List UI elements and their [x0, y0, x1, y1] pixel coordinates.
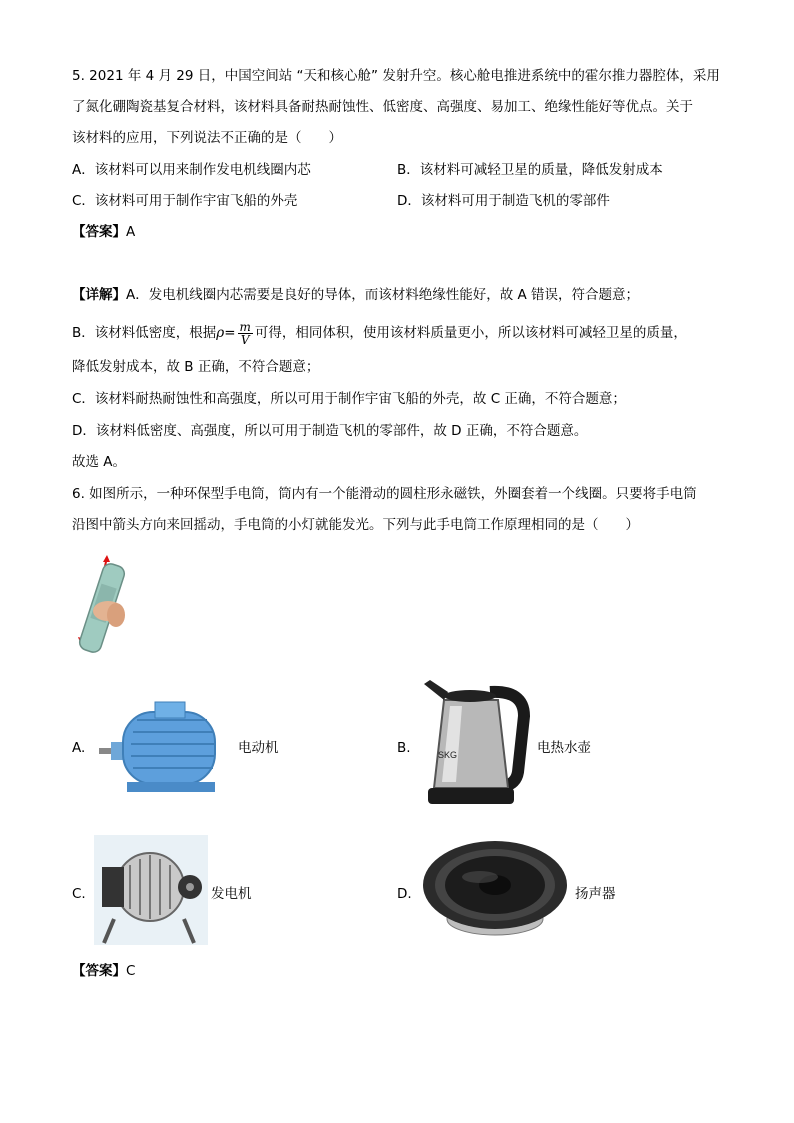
mass-volume-fraction: [238, 321, 253, 346]
q5-stem-line2: 了氮化硼陶瓷基复合材料，该材料具备耐热耐蚀性、低密度、高强度、易加工、绝缘性能好等优点。关于: [72, 99, 693, 115]
fraction-numerator: m: [239, 319, 251, 334]
q6-option-b-letter: B.: [397, 740, 411, 756]
q5-stem-line3: 该材料的应用，下列说法不正确的是（ ）: [72, 130, 342, 146]
generator-image: [94, 835, 208, 945]
answer-value: A: [126, 224, 136, 240]
q6-option-a-letter: A.: [72, 740, 86, 756]
kettle-lid: [444, 690, 496, 702]
motor-body: [123, 712, 215, 784]
kettle-base: [428, 788, 514, 804]
q5-option-d: D．该材料可用于制造飞机的零部件: [397, 193, 610, 209]
q6-stem-line2: 沿图中箭头方向来回摇动，手电筒的小灯就能发光。下列与此手电筒工作原理相同的是（ ）: [72, 517, 639, 533]
detail-line1: [72, 285, 639, 305]
fraction-denominator: V: [240, 332, 250, 347]
q6-option-c-letter: C.: [72, 886, 86, 902]
q5-answer: [72, 222, 135, 242]
answer-value: C: [126, 963, 136, 979]
answer-tag: 【答案】: [72, 224, 126, 240]
detail-a: A．发电机线圈内芯需要是良好的导体，而该材料绝缘性能好，故 A 错误，符合题意；: [126, 287, 640, 303]
detail-b-post: 可得，相同体积，使用该材料质量更小，所以该材料可减轻卫星的质量，: [254, 325, 687, 341]
flashlight-image: [74, 555, 144, 655]
detail-line5: D．该材料低密度、高强度，所以可用于制造飞机的零部件，故 D 正确，不符合题意。: [72, 423, 588, 439]
q5-stem-line1: 5. 2021 年 4 月 29 日，中国空间站 “天和核心舱” 发射升空。核心舱电推进系统中的霍尔推力器腔体，采用: [72, 68, 720, 84]
kettle-brand: SKG: [438, 750, 458, 760]
q5-option-b: B．该材料可减轻卫星的质量，降低发射成本: [397, 162, 663, 178]
motor-image: [97, 690, 237, 800]
up-arrow-head: [103, 555, 110, 562]
q6-option-c-label: 发电机: [211, 886, 252, 902]
hand-fingers: [107, 603, 125, 627]
kettle-image: [420, 676, 532, 814]
q6-option-b-label: 电热水壶: [537, 740, 591, 756]
motor-shaft: [99, 748, 113, 754]
q6-option-a-label: 电动机: [238, 740, 279, 756]
detail-tag: 【详解】: [72, 287, 126, 303]
density-symbol: ρ: [216, 325, 225, 341]
q6-stem-line1: 6. 如图所示，一种环保型手电筒，筒内有一个能滑动的圆柱形永磁铁，外圈套着一个线圈。只要将手电筒: [72, 486, 697, 502]
detail-line2: [72, 319, 687, 347]
speaker-image: [420, 837, 570, 943]
q6-option-d-letter: D.: [397, 886, 412, 902]
detail-b-pre: B．该材料低密度，根据: [72, 325, 217, 341]
equals-sign: =: [224, 325, 236, 341]
q5-option-c: C．该材料可用于制作宇宙飞船的外壳: [72, 193, 298, 209]
detail-line3: 降低发射成本，故 B 正确，不符合题意；: [72, 359, 320, 375]
answer-tag: 【答案】: [72, 963, 126, 979]
q5-option-a: A．该材料可以用来制作发电机线圈内芯: [72, 162, 311, 178]
motor-feet: [127, 782, 215, 792]
q6-answer: [72, 961, 135, 981]
q6-option-d-label: 扬声器: [575, 886, 616, 902]
terminal-box: [155, 702, 185, 718]
generator-connector: [102, 867, 124, 907]
detail-line4: C．该材料耐热耐蚀性和高强度，所以可用于制作宇宙飞船的外壳，故 C 正确，不符合题意；: [72, 391, 626, 407]
detail-line6: 故选 A。: [72, 454, 127, 470]
